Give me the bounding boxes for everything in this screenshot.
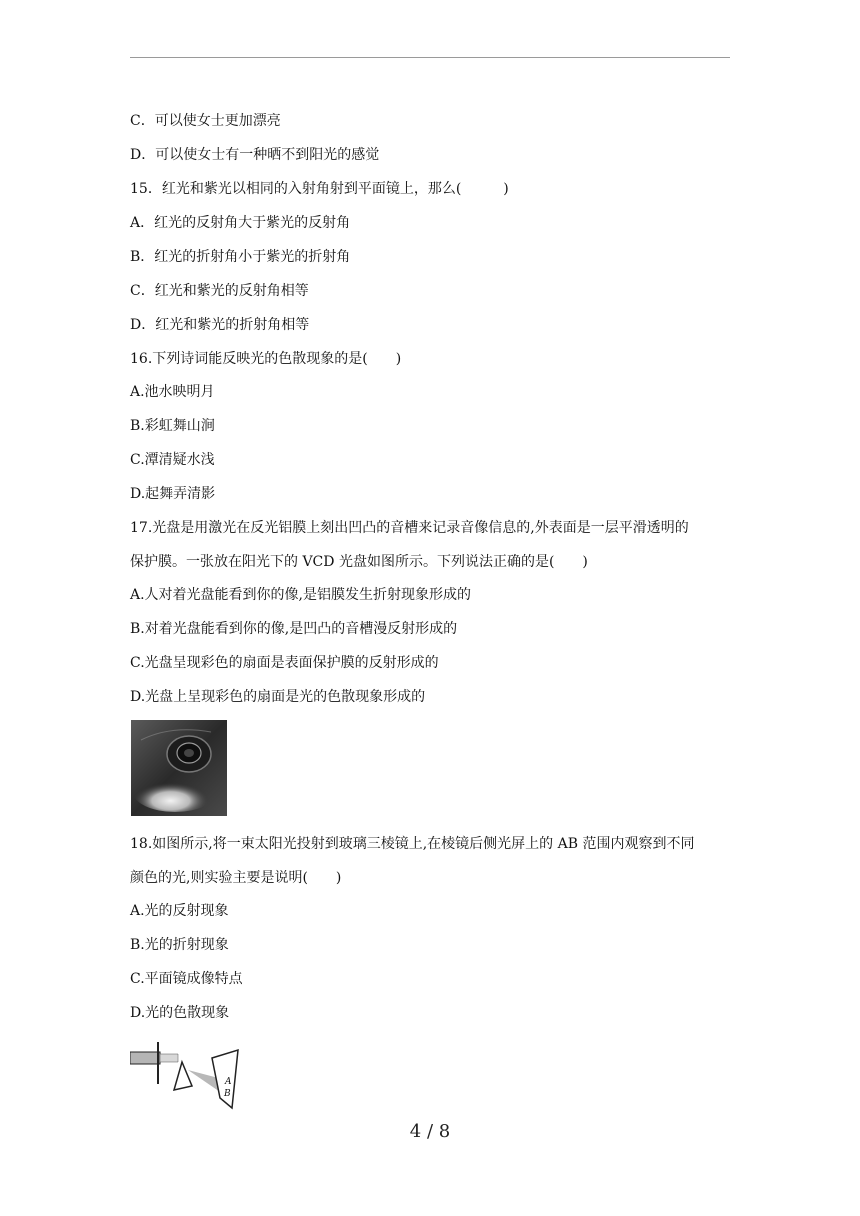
question-16: 16.下列诗词能反映光的色散现象的是( )	[130, 351, 402, 367]
option-14c: C．可以使女士更加漂亮	[130, 113, 281, 129]
prism-diagram	[130, 1036, 245, 1116]
option-18a: A.光的反射现象	[130, 903, 229, 919]
question-17-line2: 保护膜。一张放在阳光下的 VCD 光盘如图所示。下列说法正确的是( )	[130, 554, 588, 570]
option-15b: B．红光的折射角小于紫光的折射角	[130, 249, 351, 265]
question-18-line1: 18.如图所示,将一束太阳光投射到玻璃三棱镜上,在棱镜后侧光屏上的 AB 范围内观察到不同	[130, 836, 695, 852]
option-18b: B.光的折射现象	[130, 937, 229, 953]
option-17b: B.对着光盘能看到你的像,是凹凸的音槽漫反射形成的	[130, 621, 458, 637]
label-b: B	[224, 1089, 231, 1099]
header-rule	[130, 57, 730, 58]
page-number: 4 / 8	[409, 1121, 451, 1142]
label-a: A	[225, 1077, 232, 1087]
option-18d: D.光的色散现象	[130, 1005, 230, 1021]
option-16b: B.彩虹舞山涧	[130, 418, 215, 434]
option-16a: A.池水映明月	[130, 384, 215, 400]
option-15a: A．红光的反射角大于紫光的反射角	[130, 215, 351, 231]
question-15: 15．红光和紫光以相同的入射角射到平面镜上，那么( )	[130, 181, 509, 197]
option-17d: D.光盘上呈现彩色的扇面是光的色散现象形成的	[130, 689, 426, 705]
option-17a: A.人对着光盘能看到你的像,是铝膜发生折射现象形成的	[130, 587, 472, 603]
option-17c: C.光盘呈现彩色的扇面是表面保护膜的反射形成的	[130, 655, 439, 671]
cd-photo-image	[131, 720, 227, 816]
option-15d: D．红光和紫光的折射角相等	[130, 317, 310, 333]
option-18c: C.平面镜成像特点	[130, 971, 243, 987]
question-18-line2: 颜色的光,则实验主要是说明( )	[130, 870, 342, 886]
option-16d: D.起舞弄清影	[130, 486, 216, 502]
question-17-line1: 17.光盘是用激光在反光铝膜上刻出凹凸的音槽来记录音像信息的,外表面是一层平滑透明的	[130, 520, 689, 536]
option-16c: C.潭清疑水浅	[130, 452, 215, 468]
option-15c: C．红光和紫光的反射角相等	[130, 283, 309, 299]
option-14d: D．可以使女士有一种晒不到阳光的感觉	[130, 147, 380, 163]
